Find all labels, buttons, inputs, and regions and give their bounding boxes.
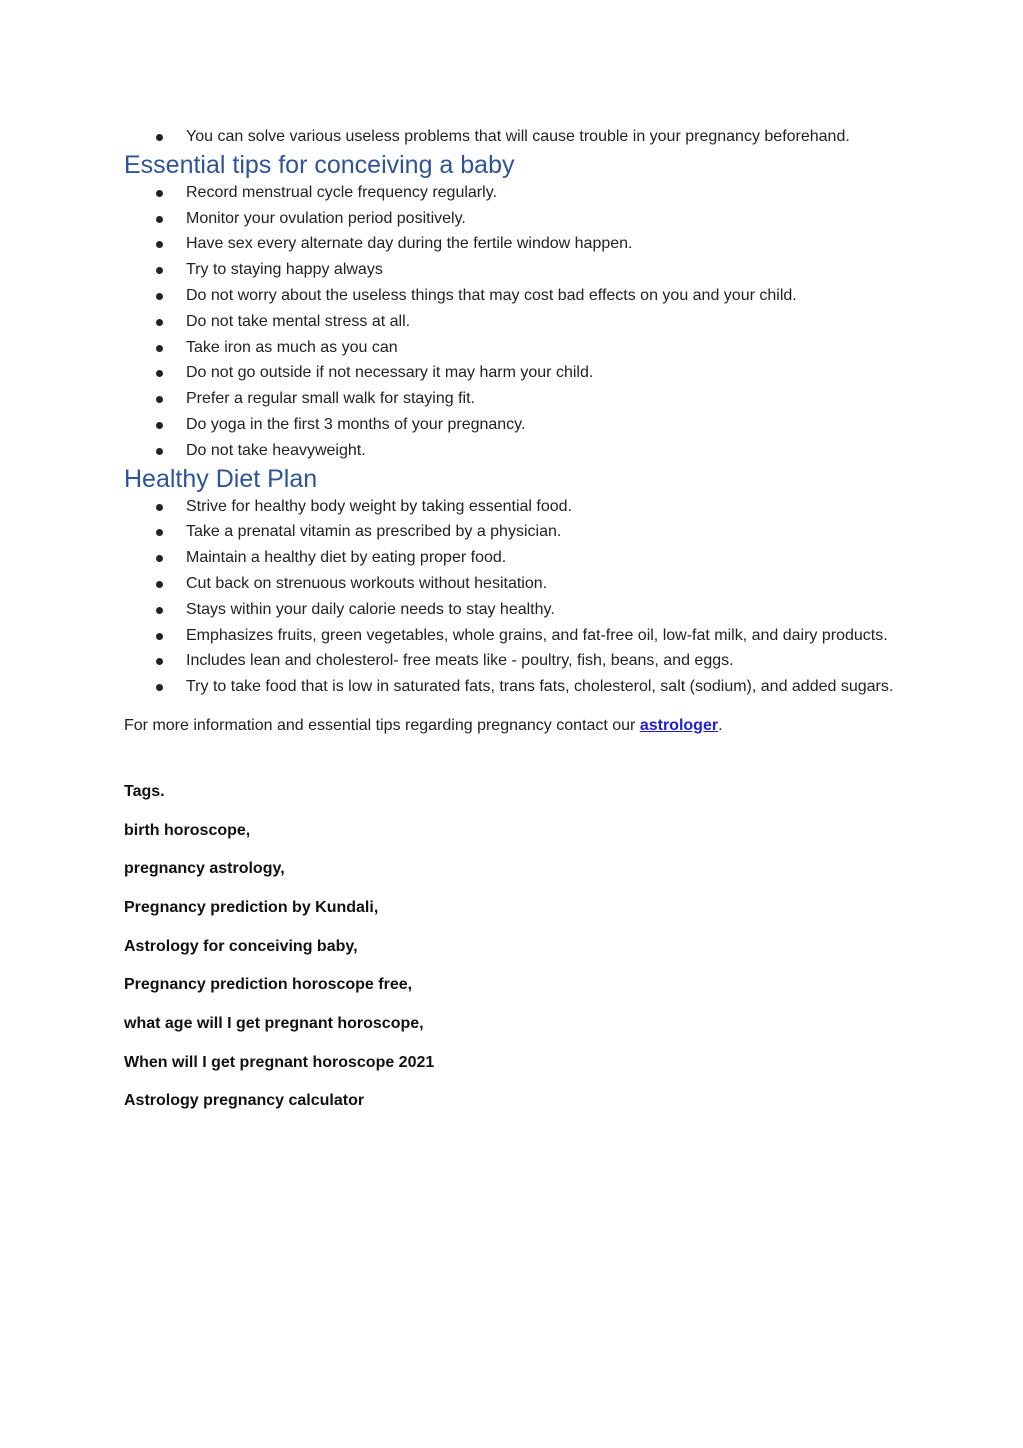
list-item: Stays within your daily calorie needs to stay healthy. bbox=[124, 597, 914, 623]
list-item: Do not worry about the useless things that may cost bad effects on you and your child. bbox=[124, 283, 914, 309]
list-item: Try to staying happy always bbox=[124, 257, 914, 283]
list-item: Cut back on strenuous workouts without hesitation. bbox=[124, 571, 914, 597]
list-item: Includes lean and cholesterol- free meats like - poultry, fish, beans, and eggs. bbox=[124, 648, 914, 674]
contact-paragraph bbox=[124, 714, 914, 738]
contact-text: For more information and essential tips regarding pregnancy contact our bbox=[124, 716, 640, 734]
tag-item: birth horoscope, bbox=[124, 821, 251, 839]
tag-item: Astrology pregnancy calculator bbox=[124, 1092, 365, 1110]
list-item: Emphasizes fruits, green vegetables, whole grains, and fat-free oil, low-fat milk, and dairy products. bbox=[124, 623, 914, 649]
list-item: Record menstrual cycle frequency regularly. bbox=[124, 180, 914, 206]
tag-item: Astrology for conceiving baby, bbox=[124, 937, 358, 955]
contact-suffix: . bbox=[718, 716, 723, 734]
document-page bbox=[124, 124, 914, 1128]
astrologer-link[interactable]: astrologer bbox=[639, 716, 719, 734]
list-item: You can solve various useless problems that will cause trouble in your pregnancy beforehand. bbox=[124, 124, 914, 150]
essential-tips-list bbox=[124, 180, 914, 464]
tag-item: Pregnancy prediction horoscope free, bbox=[124, 976, 413, 994]
list-item: Have sex every alternate day during the fertile window happen. bbox=[124, 231, 914, 257]
section-heading-diet-plan: Healthy Diet Plan bbox=[124, 464, 318, 493]
list-item: Do not take heavyweight. bbox=[124, 438, 914, 464]
tag-item: pregnancy astrology, bbox=[124, 860, 285, 878]
list-item: Monitor your ovulation period positively. bbox=[124, 206, 914, 232]
list-item: Prefer a regular small walk for staying fit. bbox=[124, 386, 914, 412]
tags-title: Tags. bbox=[124, 782, 165, 800]
list-item: Strive for healthy body weight by taking essential food. bbox=[124, 494, 914, 520]
list-item: Do not go outside if not necessary it may harm your child. bbox=[124, 360, 914, 386]
list-item: Do not take mental stress at all. bbox=[124, 309, 914, 335]
tag-item: Pregnancy prediction by Kundali, bbox=[124, 899, 379, 916]
tag-item: When will I get pregnant horoscope 2021 bbox=[124, 1053, 435, 1071]
list-item: Take a prenatal vitamin as prescribed by a physician. bbox=[124, 519, 914, 545]
list-item: Take iron as much as you can bbox=[124, 335, 914, 361]
intro-bullet-list bbox=[124, 124, 914, 150]
list-item: Do yoga in the first 3 months of your pregnancy. bbox=[124, 412, 914, 438]
section-heading-essential-tips: Essential tips for conceiving a baby bbox=[124, 150, 515, 179]
tags-section bbox=[124, 780, 914, 1114]
list-item: Try to take food that is low in saturated fats, trans fats, cholesterol, salt (sodium), and added sugars. bbox=[124, 674, 914, 700]
list-item: Maintain a healthy diet by eating proper food. bbox=[124, 545, 914, 571]
tag-item: what age will I get pregnant horoscope, bbox=[124, 1015, 424, 1033]
diet-plan-list bbox=[124, 494, 914, 700]
